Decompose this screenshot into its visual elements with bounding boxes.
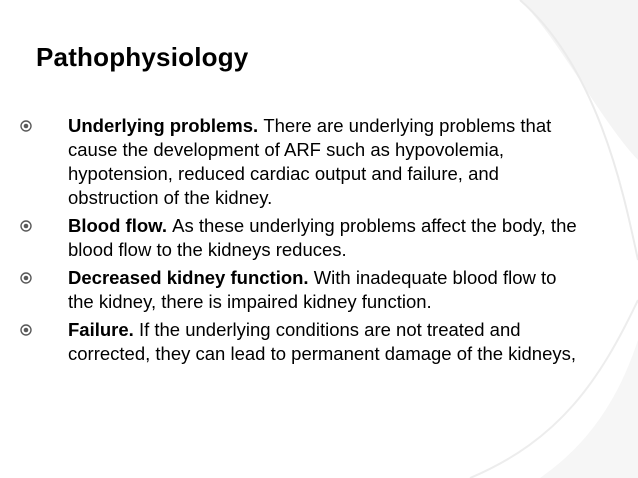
circled-dot-icon <box>20 120 32 132</box>
bullet-text: There are underlying problems that cause the development of ARF such as hypovolemia, hypotension, reduced cardiac output and failure, and obstruction of the kidney. <box>68 115 552 208</box>
bullet-lead: Decreased kidney function. <box>68 267 314 288</box>
bullet-list <box>20 114 580 370</box>
bullet-item <box>20 266 580 314</box>
circled-dot-icon <box>20 272 32 284</box>
bullet-text: If the underlying conditions are not treated and corrected, they can lead to permanent damage of the kidneys, <box>68 319 577 364</box>
bullet-text: With inadequate blood flow to the kidney, there is impaired kidney function. <box>68 267 557 312</box>
bullet-item <box>20 318 580 366</box>
circled-dot-icon <box>20 324 32 336</box>
circled-dot-icon <box>20 220 32 232</box>
bullet-lead: Failure. <box>68 319 139 340</box>
bullet-text: As these underlying problems affect the body, the blood flow to the kidneys reduces. <box>68 215 577 260</box>
slide-title: Pathophysiology <box>36 42 249 72</box>
bullet-item <box>20 214 580 262</box>
bullet-item <box>20 114 580 210</box>
bullet-lead: Underlying problems. <box>68 115 264 136</box>
bullet-lead: Blood flow. <box>68 215 173 236</box>
